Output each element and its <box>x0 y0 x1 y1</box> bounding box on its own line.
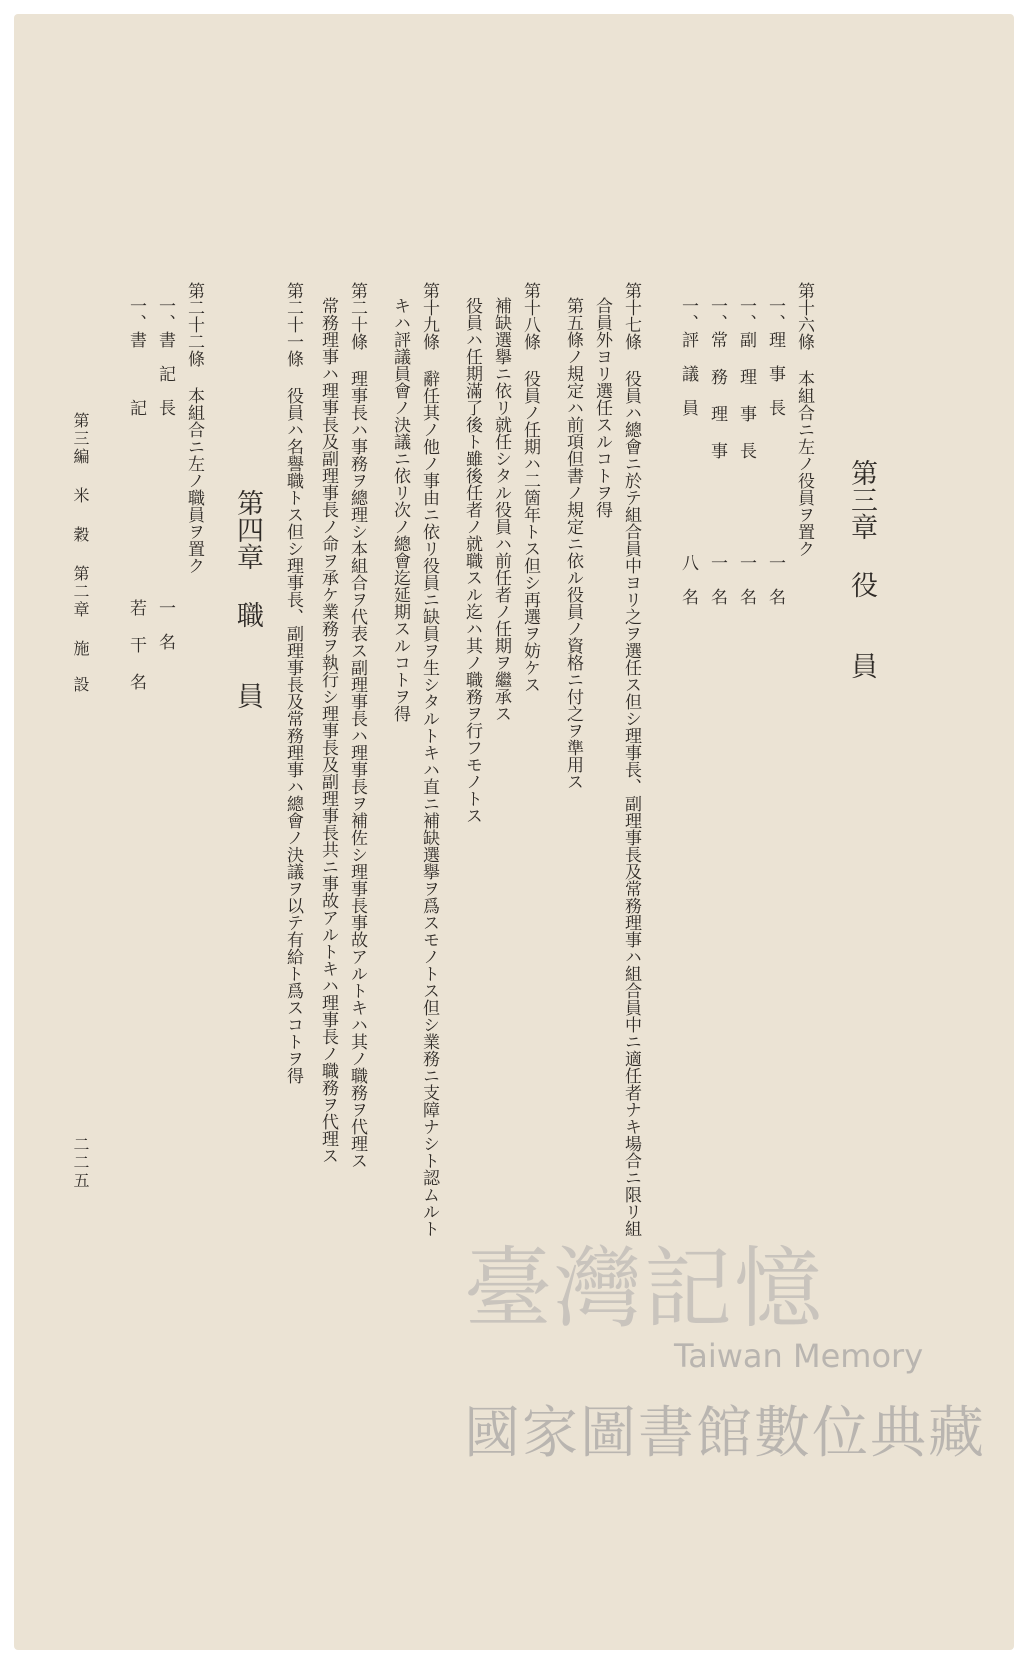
article-20-line-1: 第二十條 理事長ハ事務ヲ總理シ本組合ヲ代表ス副理事長ハ理事長ヲ補佐シ理事長事故アルトキハ其ノ職務ヲ代理ス <box>347 282 367 1169</box>
watermark <box>464 1219 984 1469</box>
article-19-line-1: 第十九條 辭任其ノ他ノ事由ニ依リ役員ニ缺員ヲ生シタルトキハ直ニ補缺選擧ヲ爲スモノトス但シ業務ニ支障ナシト認ムルト <box>419 282 439 1237</box>
staff-item-count: 一 名 <box>155 599 175 650</box>
staff-item-label: 一、書 記 <box>126 297 146 416</box>
article-18-line-2: 補缺選擧ニ依リ就任シタル役員ハ前任者ノ任期ヲ繼承ス <box>491 297 511 722</box>
staff-item-label: 一、書 記 長 <box>155 297 175 416</box>
article-16: 第十六條 本組合ニ左ノ役員ヲ置ク <box>794 282 814 557</box>
book-page <box>14 14 1014 1650</box>
officer-item-count: 一 名 <box>765 554 785 605</box>
page-number: 二二五 <box>71 1136 90 1190</box>
article-17-line-1: 第十七條 役員ハ總會ニ於テ組合員中ヨリ之ヲ選任ス但シ理事長、副理事長及常務理事ハ組合員中ニ適任者ナキ場合ニ限リ組 <box>621 282 641 1237</box>
officer-item-label: 一、副 理 事 長 <box>736 297 756 459</box>
article-18-line-3: 役員ハ任期滿了後ト雖後任者ノ就職スル迄ハ其ノ職務ヲ行フモノトス <box>462 297 482 824</box>
watermark-english: Taiwan Memory <box>674 1337 924 1375</box>
article-22: 第二十二條 本組合ニ左ノ職員ヲ置ク <box>184 282 204 574</box>
article-17-line-3: 第五條ノ規定ハ前項但書ノ規定ニ依ル役員ノ資格ニ付之ヲ準用ス <box>563 297 583 790</box>
chapter-3-title: 第三章 役 員 <box>846 459 877 679</box>
watermark-organization: 國家圖書館數位典藏 <box>464 1401 986 1466</box>
officer-item-label: 一、常 務 理 事 <box>707 297 727 459</box>
officer-item-label: 一、理 事 長 <box>765 297 785 416</box>
article-21: 第二十一條 役員ハ名譽職トス但シ理事長、副理事長及常務理事ハ總會ノ決議ヲ以テ有給ト爲スコトヲ得 <box>283 282 303 1084</box>
article-19-line-2: キハ評議員會ノ決議ニ依リ次ノ總會迄延期スルコトヲ得 <box>390 297 410 722</box>
article-18-line-1: 第十八條 役員ノ任期ハ二箇年トス但シ再選ヲ妨ケス <box>520 282 540 693</box>
article-17-line-2: 合員外ヨリ選任スルコトヲ得 <box>592 297 612 518</box>
officer-item-count: 八 名 <box>678 554 698 605</box>
officer-item-count: 一 名 <box>736 554 756 605</box>
watermark-logo-text: 臺灣記憶 <box>464 1237 825 1340</box>
running-head: 第三編 米 穀 第二章 施 設 <box>71 412 90 694</box>
officer-item-label: 一、評 議 員 <box>678 297 698 416</box>
officer-item-count: 一 名 <box>707 554 727 605</box>
chapter-4-title: 第四章 職 員 <box>232 489 263 709</box>
staff-item-count: 若 干 名 <box>126 599 146 690</box>
article-20-line-2: 常務理事ハ理事長及副理事長ノ命ヲ承ケ業務ヲ執行シ理事長及副理事長共ニ事故アルトキハ理事長ノ職務ヲ代理ス <box>318 297 338 1164</box>
